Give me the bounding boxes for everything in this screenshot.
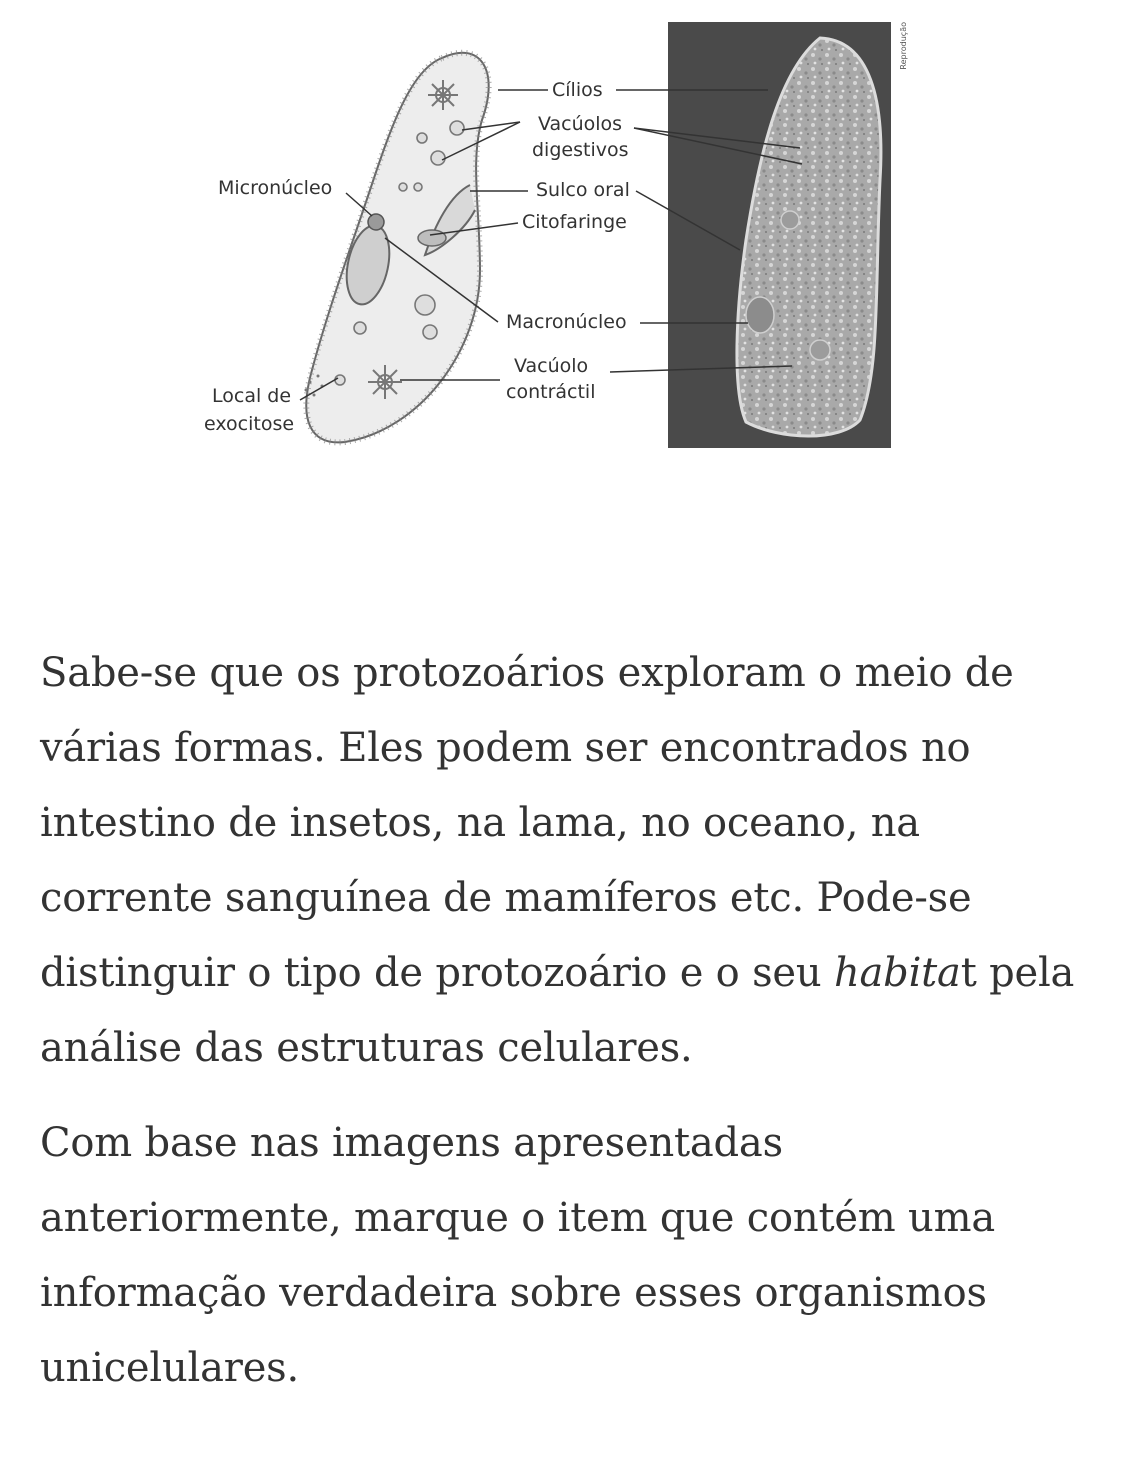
label-vacuolo-1: Vacúolo — [514, 355, 589, 377]
label-sulco-oral: Sulco oral — [536, 179, 630, 201]
paragraph-line: análise das estruturas celulares. — [40, 1025, 693, 1071]
label-citofaringe: Citofaringe — [522, 211, 627, 233]
paragraph-question — [40, 1106, 1140, 1406]
label-macronucleo: Macronúcleo — [506, 311, 627, 333]
paragraph-line: unicelulares. — [40, 1345, 300, 1391]
label-cilios: Cílios — [552, 79, 603, 101]
paragraph-line: intestino de insetos, na lama, no oceano, na — [40, 800, 920, 846]
paragraph-line: Com base nas imagens apresentadas — [40, 1120, 783, 1166]
label-vacuolo-2: contráctil — [506, 381, 596, 403]
label-vacuolos-1: Vacúolos — [538, 113, 623, 135]
label-local-1: Local de — [212, 385, 292, 407]
paragraph-line: corrente sanguínea de mamíferos etc. Pode-se — [40, 875, 972, 921]
paramecium-figure — [180, 10, 920, 460]
paragraph-line: Sabe-se que os protozoários exploram o meio de — [40, 650, 1014, 696]
habitat-emphasis: habita — [833, 950, 961, 996]
label-micronucleo: Micronúcleo — [218, 177, 333, 199]
paramecium-drawing — [305, 53, 489, 443]
paragraph-context — [40, 636, 1140, 1086]
micrograph-photo — [668, 22, 891, 448]
paragraph-line: anteriormente, marque o item que contém uma — [40, 1195, 995, 1241]
label-vacuolos-2: digestivos — [532, 139, 629, 161]
label-local-2: exocitose — [204, 413, 295, 435]
paragraph-line: informação verdadeira sobre esses organismos — [40, 1270, 987, 1316]
credit-label: Reprodução — [899, 22, 908, 70]
paragraph-line: várias formas. Eles podem ser encontrados no — [40, 725, 971, 771]
paramecium-diagram — [180, 10, 920, 460]
question-text — [40, 636, 1140, 1426]
paragraph-line: t pela — [960, 950, 1075, 996]
paragraph-line: distinguir o tipo de protozoário e o seu — [40, 950, 834, 996]
